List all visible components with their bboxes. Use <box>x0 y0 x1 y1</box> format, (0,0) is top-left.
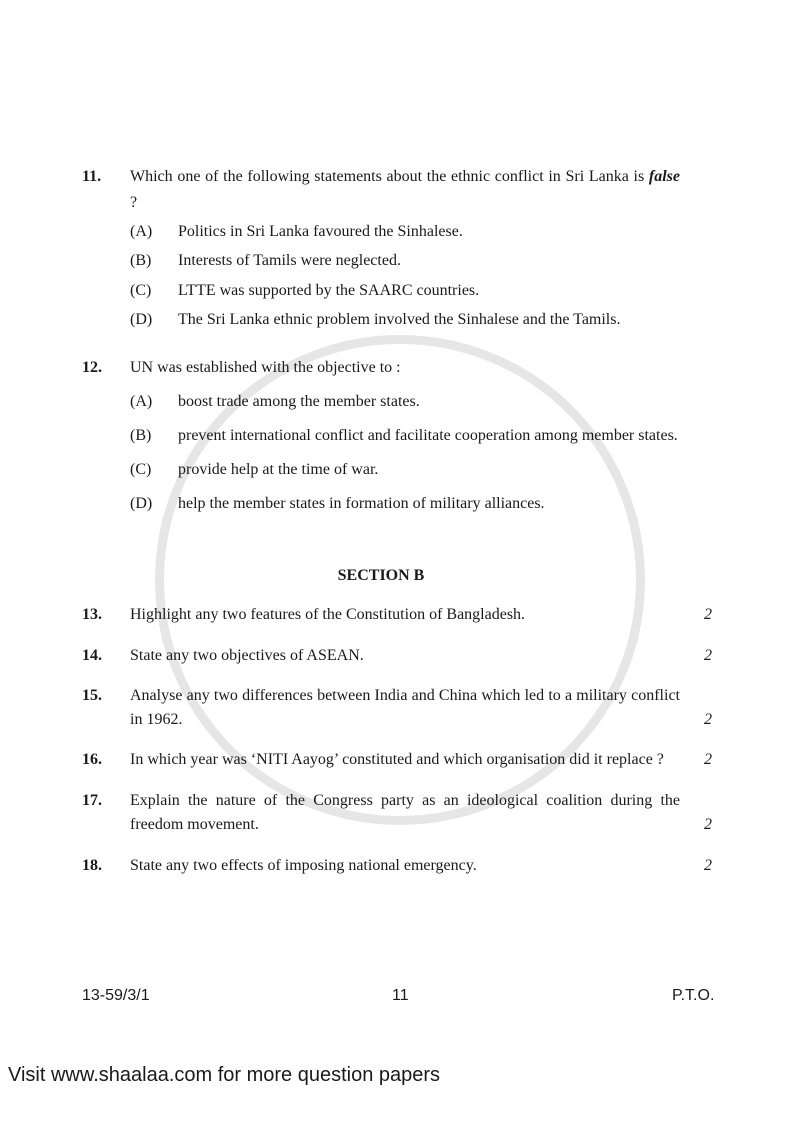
option-label: (D) <box>130 495 153 512</box>
question-text: Explain the nature of the Congress party as an ideological coalition during the freedom movement. <box>130 792 680 833</box>
question-text: Analyse any two differences between India and China which led to a military conflict in 1962. <box>130 687 680 728</box>
question-text: In which year was ‘NITI Aayog’ constituted and which organisation did it replace ? <box>130 751 664 768</box>
visit-link-text[interactable]: Visit www.shaalaa.com for more question papers <box>8 1064 441 1086</box>
question-text-start: Which one of the following statements about the ethnic conflict in Sri Lanka is <box>130 168 649 185</box>
paper-code: 13-59/3/1 <box>82 987 150 1004</box>
option-text: prevent international conflict and facilitate cooperation among member states. <box>178 427 678 444</box>
option-text: help the member states in formation of military alliances. <box>178 495 545 512</box>
marks-17: 2 <box>704 816 712 833</box>
question-13 <box>82 603 732 627</box>
marks-18: 2 <box>704 857 712 874</box>
option-text: boost trade among the member states. <box>178 393 420 410</box>
question-text-end: ? <box>130 194 138 211</box>
option-label: (A) <box>130 223 153 240</box>
option-text: LTTE was supported by the SAARC countries. <box>178 282 480 299</box>
emphasis-false: false <box>648 168 680 185</box>
option-label: (B) <box>130 427 152 444</box>
option-12c <box>130 459 680 480</box>
option-11b <box>130 250 680 271</box>
question-number: 16. <box>82 751 102 768</box>
questions <box>82 164 732 878</box>
question-text: UN was established with the objective to : <box>130 359 401 376</box>
marks-15: 2 <box>704 711 712 728</box>
question-12 <box>82 357 732 378</box>
option-label: (D) <box>130 311 153 328</box>
section-title: SECTION B <box>337 567 425 584</box>
page-number: 11 <box>392 987 409 1004</box>
question-number: 13. <box>82 606 102 623</box>
option-label: (A) <box>130 393 153 410</box>
question-number: 17. <box>82 792 102 809</box>
option-11a <box>130 221 680 242</box>
question-11 <box>82 164 732 216</box>
question-14 <box>82 644 732 668</box>
question-number: 12. <box>82 359 102 376</box>
question-number: 11. <box>82 168 102 185</box>
question-text: State any two objectives of ASEAN. <box>130 647 364 664</box>
question-number: 15. <box>82 687 102 704</box>
question-number: 18. <box>82 857 102 874</box>
option-text: The Sri Lanka ethnic problem involved the Sinhalese and the Tamils. <box>178 311 621 328</box>
option-label: (C) <box>130 461 152 478</box>
option-label: (B) <box>130 252 152 269</box>
question-18 <box>82 854 732 878</box>
option-11c <box>130 280 680 301</box>
option-12d <box>130 493 680 514</box>
pto: P.T.O. <box>672 987 715 1004</box>
marks-14: 2 <box>704 647 712 664</box>
option-text: Politics in Sri Lanka favoured the Sinhalese. <box>178 223 463 240</box>
question-number: 14. <box>82 647 102 664</box>
question-15 <box>82 684 732 732</box>
option-12a <box>130 391 680 412</box>
question-17 <box>82 789 732 837</box>
option-11d <box>130 309 680 330</box>
marks-13: 2 <box>704 606 712 623</box>
question-text: State any two effects of imposing national emergency. <box>130 857 477 874</box>
question-16 <box>82 748 732 772</box>
question-text: Highlight any two features of the Constitution of Bangladesh. <box>130 606 526 623</box>
question-text <box>130 164 680 216</box>
option-text: Interests of Tamils were neglected. <box>178 252 401 269</box>
option-text: provide help at the time of war. <box>178 461 379 478</box>
marks-16: 2 <box>704 751 712 768</box>
option-12b <box>130 425 680 446</box>
option-label: (C) <box>130 282 152 299</box>
